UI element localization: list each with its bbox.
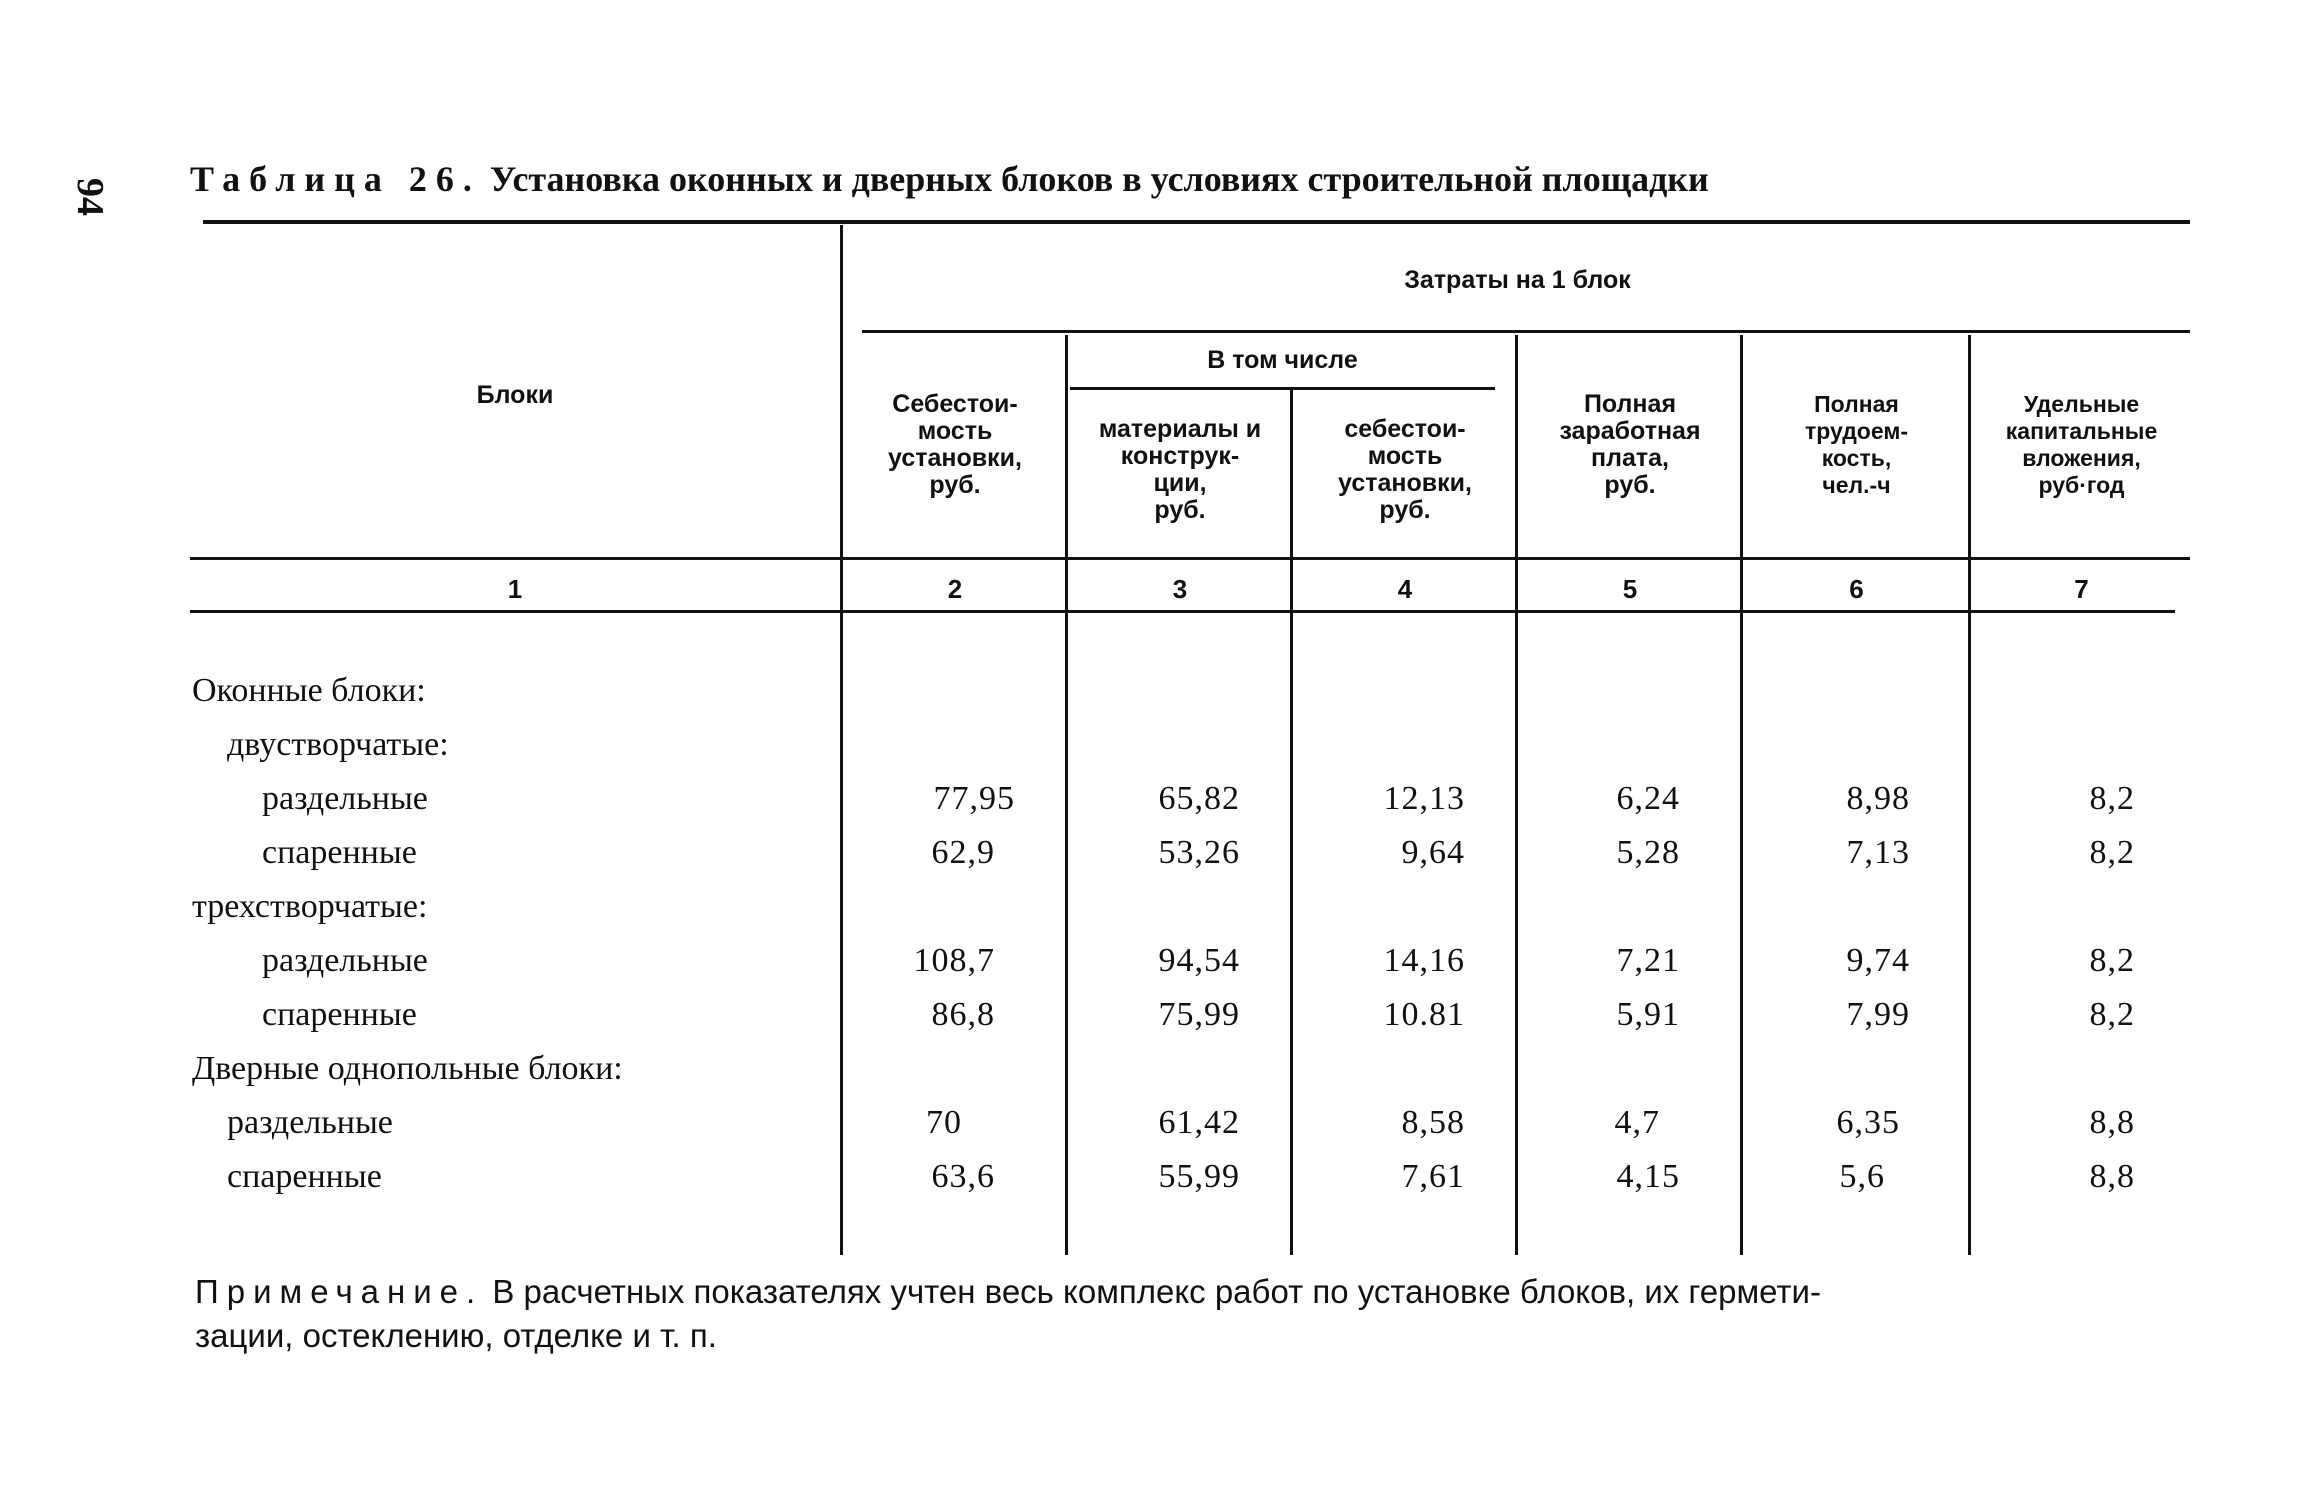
table-row — [0, 938, 2302, 992]
numbers-bottom-rule — [190, 610, 2175, 613]
table-row — [0, 884, 2302, 938]
cell-labor: 6,35 — [1836, 1104, 1900, 1141]
header-col2: Себестои- мость установки, руб. — [888, 390, 1022, 499]
note-text: В расчетных показателях учтен весь комплекс работ по установке блоков, их гермети- — [492, 1273, 1821, 1310]
costs-rule — [862, 330, 2190, 333]
header-bottom-rule — [190, 557, 2190, 560]
cell-materials: 75,99 — [1158, 996, 1240, 1033]
header-costs-per-block: Затраты на 1 блок — [1404, 265, 1631, 294]
row-label: спаренные — [262, 834, 417, 871]
cell-wages: 6,24 — [1616, 780, 1680, 817]
cell-install-cost: 10.81 — [1383, 996, 1465, 1033]
top-rule — [203, 220, 2190, 224]
cell-labor: 7,99 — [1846, 996, 1910, 1033]
cell-labor: 9,74 — [1846, 942, 1910, 979]
table-row — [0, 992, 2302, 1046]
table-note — [195, 1270, 2185, 1358]
cell-labor: 5,6 — [1839, 1158, 1885, 1195]
note-text-continued: зации, остеклению, отделке и т. п. — [195, 1317, 717, 1354]
table-row — [0, 1154, 2302, 1208]
cell-cost: 63,6 — [931, 1158, 995, 1195]
header-col3: материалы и конструк- ции, руб. — [1098, 415, 1262, 524]
table-title — [190, 158, 1709, 200]
cell-materials: 61,42 — [1158, 1104, 1240, 1141]
column-number-6: 6 — [1849, 574, 1864, 604]
row-label: раздельные — [262, 942, 428, 979]
table-row — [0, 722, 2302, 776]
table-row — [0, 830, 2302, 884]
column-number-3: 3 — [1172, 574, 1188, 604]
cell-capital: 8,8 — [2089, 1104, 2135, 1141]
cell-materials: 55,99 — [1158, 1158, 1240, 1195]
row-label: Оконные блоки: — [192, 672, 426, 709]
row-label: спаренные — [227, 1158, 382, 1195]
cell-wages: 5,91 — [1616, 996, 1680, 1033]
cell-cost: 77,95 — [933, 780, 1015, 817]
column-number-7: 7 — [2074, 574, 2089, 604]
table-row — [0, 1100, 2302, 1154]
cell-labor: 8,98 — [1846, 780, 1910, 817]
cell-materials: 65,82 — [1158, 780, 1240, 817]
table-row — [0, 1046, 2302, 1100]
cell-materials: 94,54 — [1158, 942, 1240, 979]
cell-install-cost: 7,61 — [1401, 1158, 1465, 1195]
cell-wages: 5,28 — [1616, 834, 1680, 871]
header-col4: себестои- мость установки, руб. — [1338, 415, 1472, 524]
column-number-1: 1 — [507, 574, 523, 604]
cell-install-cost: 14,16 — [1383, 942, 1465, 979]
cell-install-cost: 9,64 — [1401, 834, 1465, 871]
column-number-5: 5 — [1622, 574, 1638, 604]
row-label: Дверные однопольные блоки: — [192, 1050, 623, 1087]
cell-capital: 8,2 — [2089, 942, 2135, 979]
table-label: Таблица 26. — [190, 159, 481, 199]
column-number-2: 2 — [947, 574, 963, 604]
row-label: спаренные — [262, 996, 417, 1033]
table-row — [0, 668, 2302, 722]
note-label: Примечание. — [195, 1273, 484, 1310]
row-label: двустворчатые: — [227, 726, 449, 763]
page-number: 94 — [69, 178, 111, 216]
cell-install-cost: 12,13 — [1383, 780, 1465, 817]
header-col5: Полная заработная плата, руб. — [1559, 390, 1701, 499]
cell-capital: 8,2 — [2089, 780, 2135, 817]
cell-wages: 7,21 — [1616, 942, 1680, 979]
row-label: раздельные — [227, 1104, 393, 1141]
table-caption: Установка оконных и дверных блоков в условиях строительной площадки — [489, 159, 1709, 199]
cell-cost: 108,7 — [913, 942, 995, 979]
row-label: трехстворчатые: — [192, 888, 428, 925]
cell-capital: 8,8 — [2089, 1158, 2135, 1195]
cell-cost: 86,8 — [931, 996, 995, 1033]
header-col6: Полная трудоем- кость, чел.-ч — [1804, 391, 1909, 498]
header-including: В том числе — [1207, 346, 1358, 374]
row-label: раздельные — [262, 780, 428, 817]
including-rule — [1070, 387, 1495, 390]
cell-cost: 70 — [926, 1104, 962, 1141]
cell-capital: 8,2 — [2089, 834, 2135, 871]
cell-cost: 62,9 — [931, 834, 995, 871]
cell-materials: 53,26 — [1158, 834, 1240, 871]
cell-capital: 8,2 — [2089, 996, 2135, 1033]
cell-labor: 7,13 — [1846, 834, 1910, 871]
table-row — [0, 776, 2302, 830]
cell-install-cost: 8,58 — [1401, 1104, 1465, 1141]
cell-wages: 4,15 — [1616, 1158, 1680, 1195]
header-col7: Удельные капитальные вложения, руб·год — [2005, 391, 2158, 498]
header-blocks: Блоки — [476, 380, 554, 409]
column-number-4: 4 — [1397, 574, 1413, 604]
cell-wages: 4,7 — [1614, 1104, 1660, 1141]
